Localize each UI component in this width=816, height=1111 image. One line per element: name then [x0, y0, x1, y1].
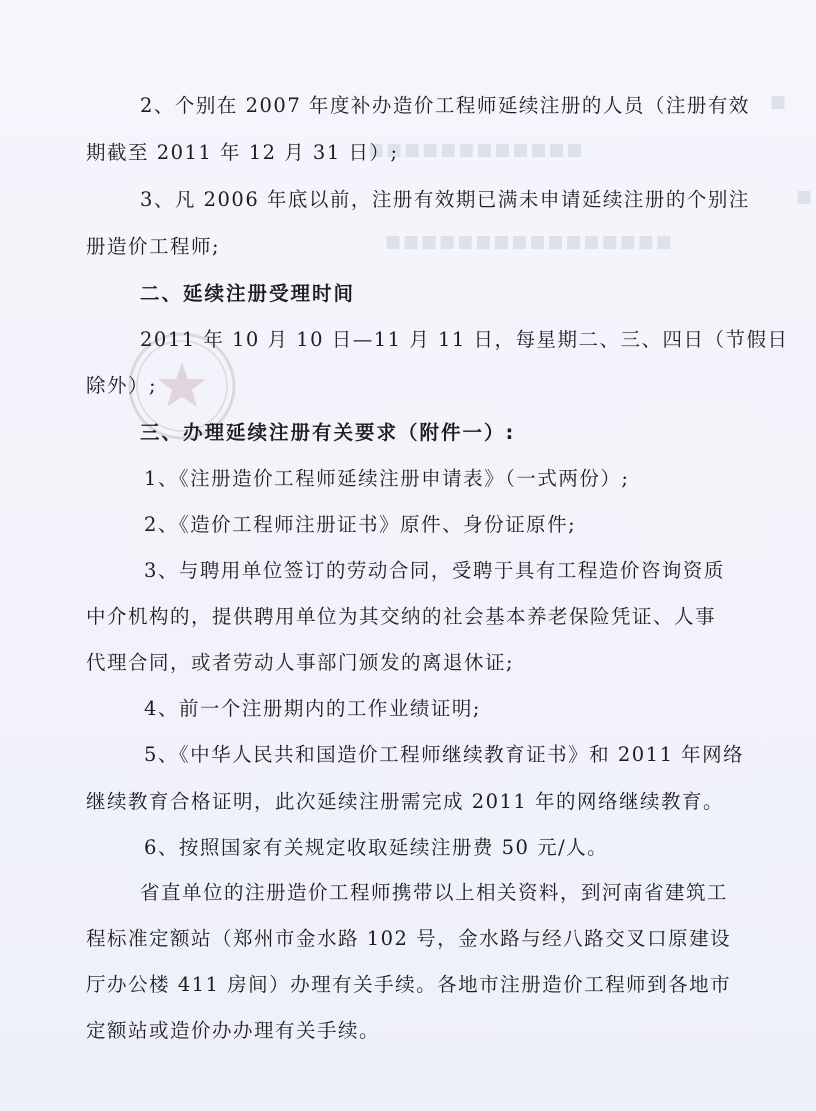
closing-paragraph-line-1: 省直单位的注册造价工程师携带以上相关资料，到河南省建筑工: [140, 881, 729, 904]
requirement-3-line-1: 3、与聘用单位签订的劳动合同，受聘于具有工程造价咨询资质: [144, 559, 725, 582]
closing-paragraph-line-2: 程标准定额站（郑州市金水路 102 号，金水路与经八路交叉口原建设: [86, 927, 732, 950]
section-2-line-2: 除外）;: [86, 374, 158, 397]
item-3-line-1: 3、凡 2006 年底以前，注册有效期已满未申请延续注册的个别注: [140, 188, 750, 211]
item-2-line-1: 2、个别在 2007 年度补办造价工程师延续注册的人员（注册有效: [140, 94, 750, 117]
closing-paragraph-line-3: 厅办公楼 411 房间）办理有关手续。各地市注册造价工程师到各地市: [86, 973, 732, 996]
requirement-6: 6、按照国家有关规定收取延续注册费 50 元/人。: [144, 836, 609, 859]
requirement-1: 1、《注册造价工程师延续注册申请表》（一式两份）;: [144, 467, 630, 490]
item-2-line-2: 期截至 2011 年 12 月 31 日）;: [86, 141, 399, 164]
section-2-heading: 二、延续注册受理时间: [140, 282, 356, 305]
section-3-heading: 三、办理延续注册有关要求（附件一）:: [140, 421, 516, 444]
bleed-through-text: ■■■■■■■■■■■■: [368, 140, 585, 160]
requirement-5-line-1: 5、《中华人民共和国造价工程师继续教育证书》和 2011 年网络: [144, 743, 745, 766]
requirement-3-line-2: 中介机构的，提供聘用单位为其交纳的社会基本养老保险凭证、人事: [86, 605, 717, 628]
requirement-5-line-2: 继续教育合格证明，此次延续注册需完成 2011 年的网络继续教育。: [86, 790, 725, 813]
closing-paragraph-line-4: 定额站或造价办办理有关手续。: [86, 1019, 381, 1042]
section-2-line-1: 2011 年 10 月 10 日—11 月 11 日，每星期二、三、四日（节假日: [140, 328, 789, 351]
bleed-through-text: ■: [796, 187, 815, 207]
requirement-2: 2、《造价工程师注册证书》原件、身份证原件;: [144, 513, 577, 536]
bleed-through-text: ■: [770, 92, 789, 112]
item-3-line-2: 册造价工程师;: [86, 235, 221, 258]
requirement-4: 4、前一个注册期内的工作业绩证明;: [144, 697, 481, 720]
bleed-through-text: ■■■■■■■■■■■■■■■■: [385, 232, 674, 252]
requirement-3-line-3: 代理合同，或者劳动人事部门颁发的离退休证;: [86, 651, 515, 674]
